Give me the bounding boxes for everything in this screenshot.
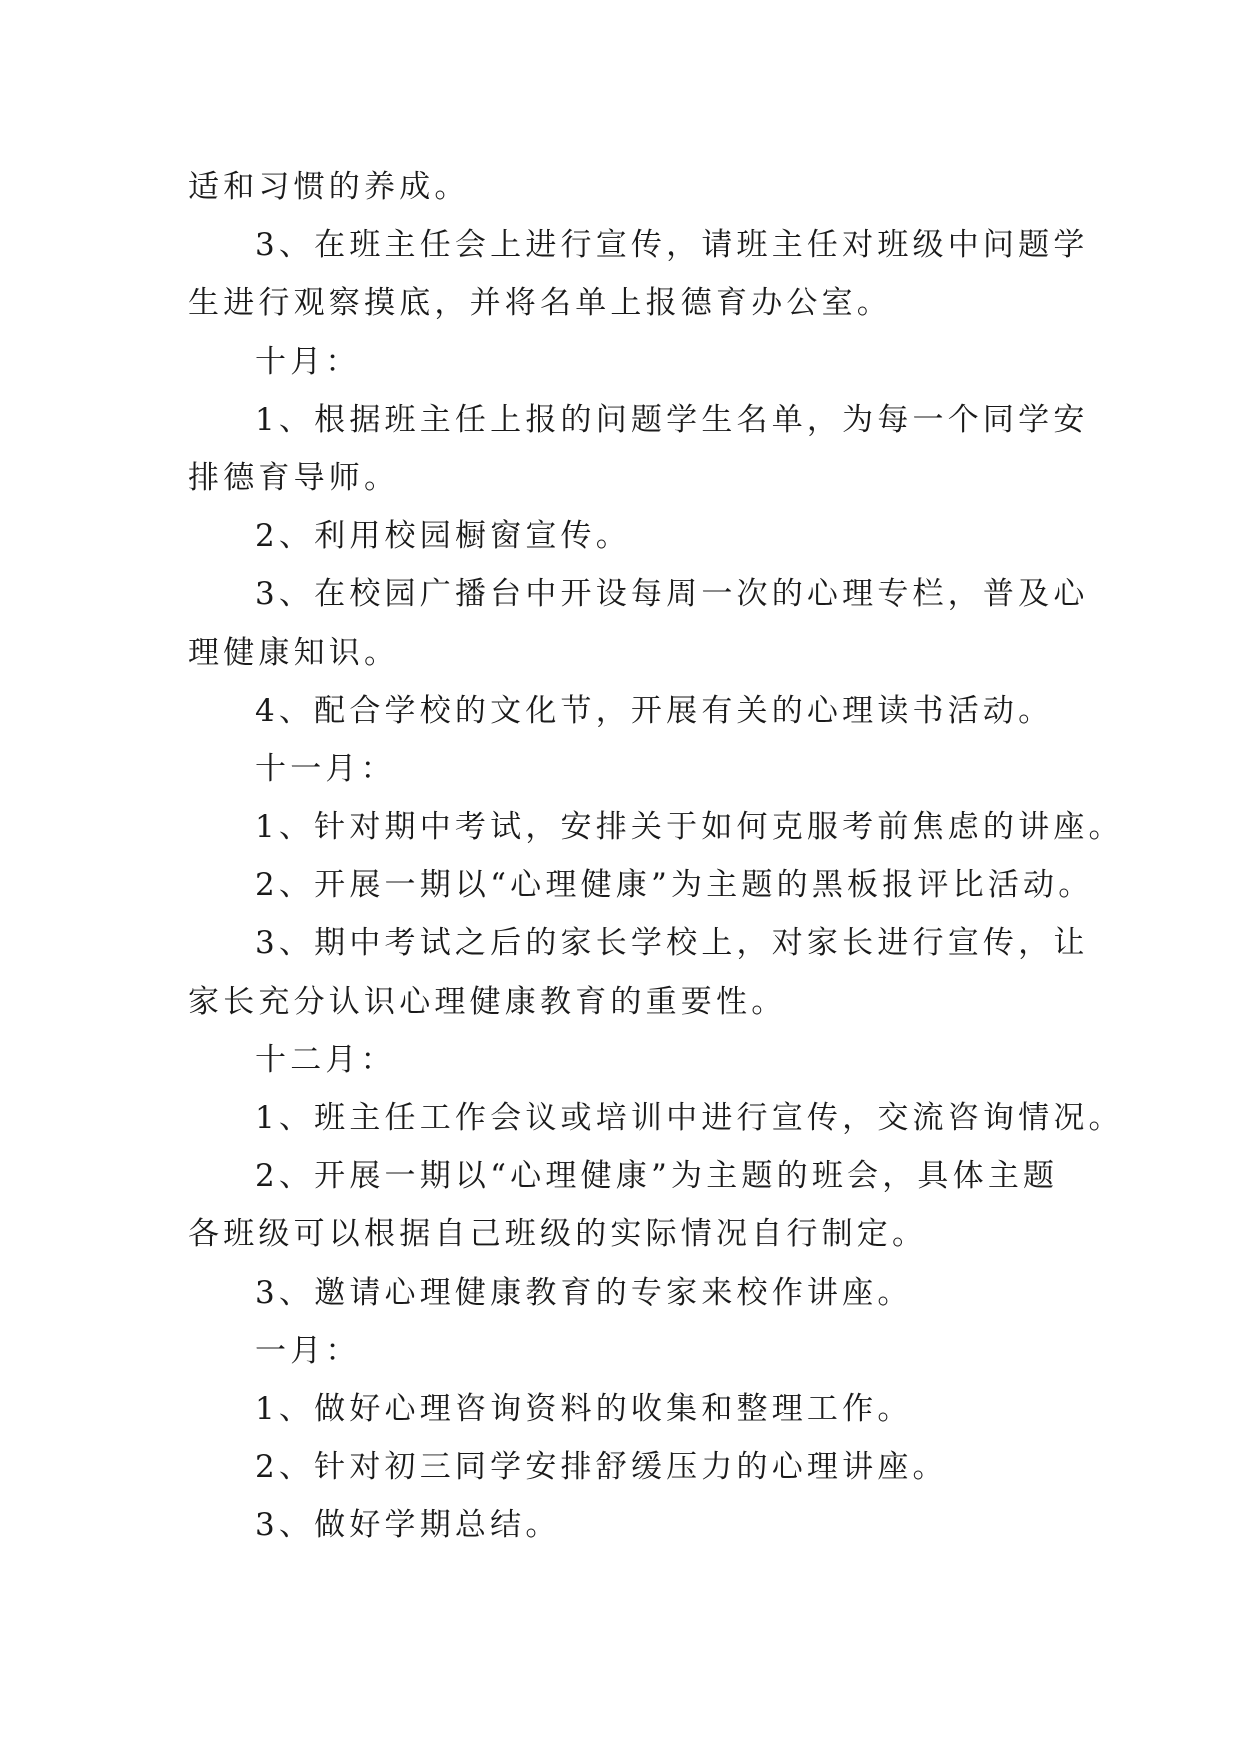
- text-line: 3、做好学期总结。: [255, 1507, 561, 1544]
- text-line: 3、期中考试之后的家长学校上，对家长进行宣传，让: [255, 925, 1089, 962]
- text-line: 3、在班主任会上进行宣传，请班主任对班级中问题学: [255, 227, 1089, 264]
- text-line: 1、做好心理咨询资料的收集和整理工作。: [255, 1390, 913, 1427]
- month-heading: 一月：: [255, 1332, 361, 1369]
- month-heading: 十月：: [255, 343, 361, 380]
- text-line: 3、邀请心理健康教育的专家来校作讲座。: [255, 1274, 913, 1311]
- text-line: 2、开展一期以“心理健康”为主题的班会，具体主题: [255, 1158, 1059, 1195]
- text-line: 2、针对初三同学安排舒缓压力的心理讲座。: [255, 1449, 948, 1486]
- text-line: 3、在校园广播台中开设每周一次的心理专栏，普及心: [255, 576, 1089, 613]
- document-body: [188, 158, 1124, 1555]
- text-line: 1、根据班主任上报的问题学生名单，为每一个同学安: [255, 401, 1089, 438]
- text-line: 理健康知识。: [188, 634, 400, 671]
- text-line: 1、班主任工作会议或培训中进行宣传，交流咨询情况。: [255, 1100, 1124, 1136]
- text-line: 生进行观察摸底，并将名单上报德育办公室。: [188, 285, 892, 322]
- month-heading: 十二月：: [255, 1041, 396, 1078]
- text-line: 家长充分认识心理健康教育的重要性。: [188, 983, 787, 1020]
- text-line: 排德育导师。: [188, 459, 400, 496]
- month-heading: 十一月：: [255, 750, 396, 787]
- text-line: 1、针对期中考试，安排关于如何克服考前焦虑的讲座。: [255, 809, 1124, 846]
- text-line: 4、配合学校的文化节，开展有关的心理读书活动。: [255, 692, 1054, 729]
- text-line: 2、开展一期以“心理健康”为主题的黑板报评比活动。: [255, 867, 1094, 904]
- text-line: 适和习惯的养成。: [188, 169, 470, 205]
- text-line: 各班级可以根据自己班级的实际情况自行制定。: [188, 1216, 928, 1253]
- text-line: 2、利用校园橱窗宣传。: [255, 518, 631, 555]
